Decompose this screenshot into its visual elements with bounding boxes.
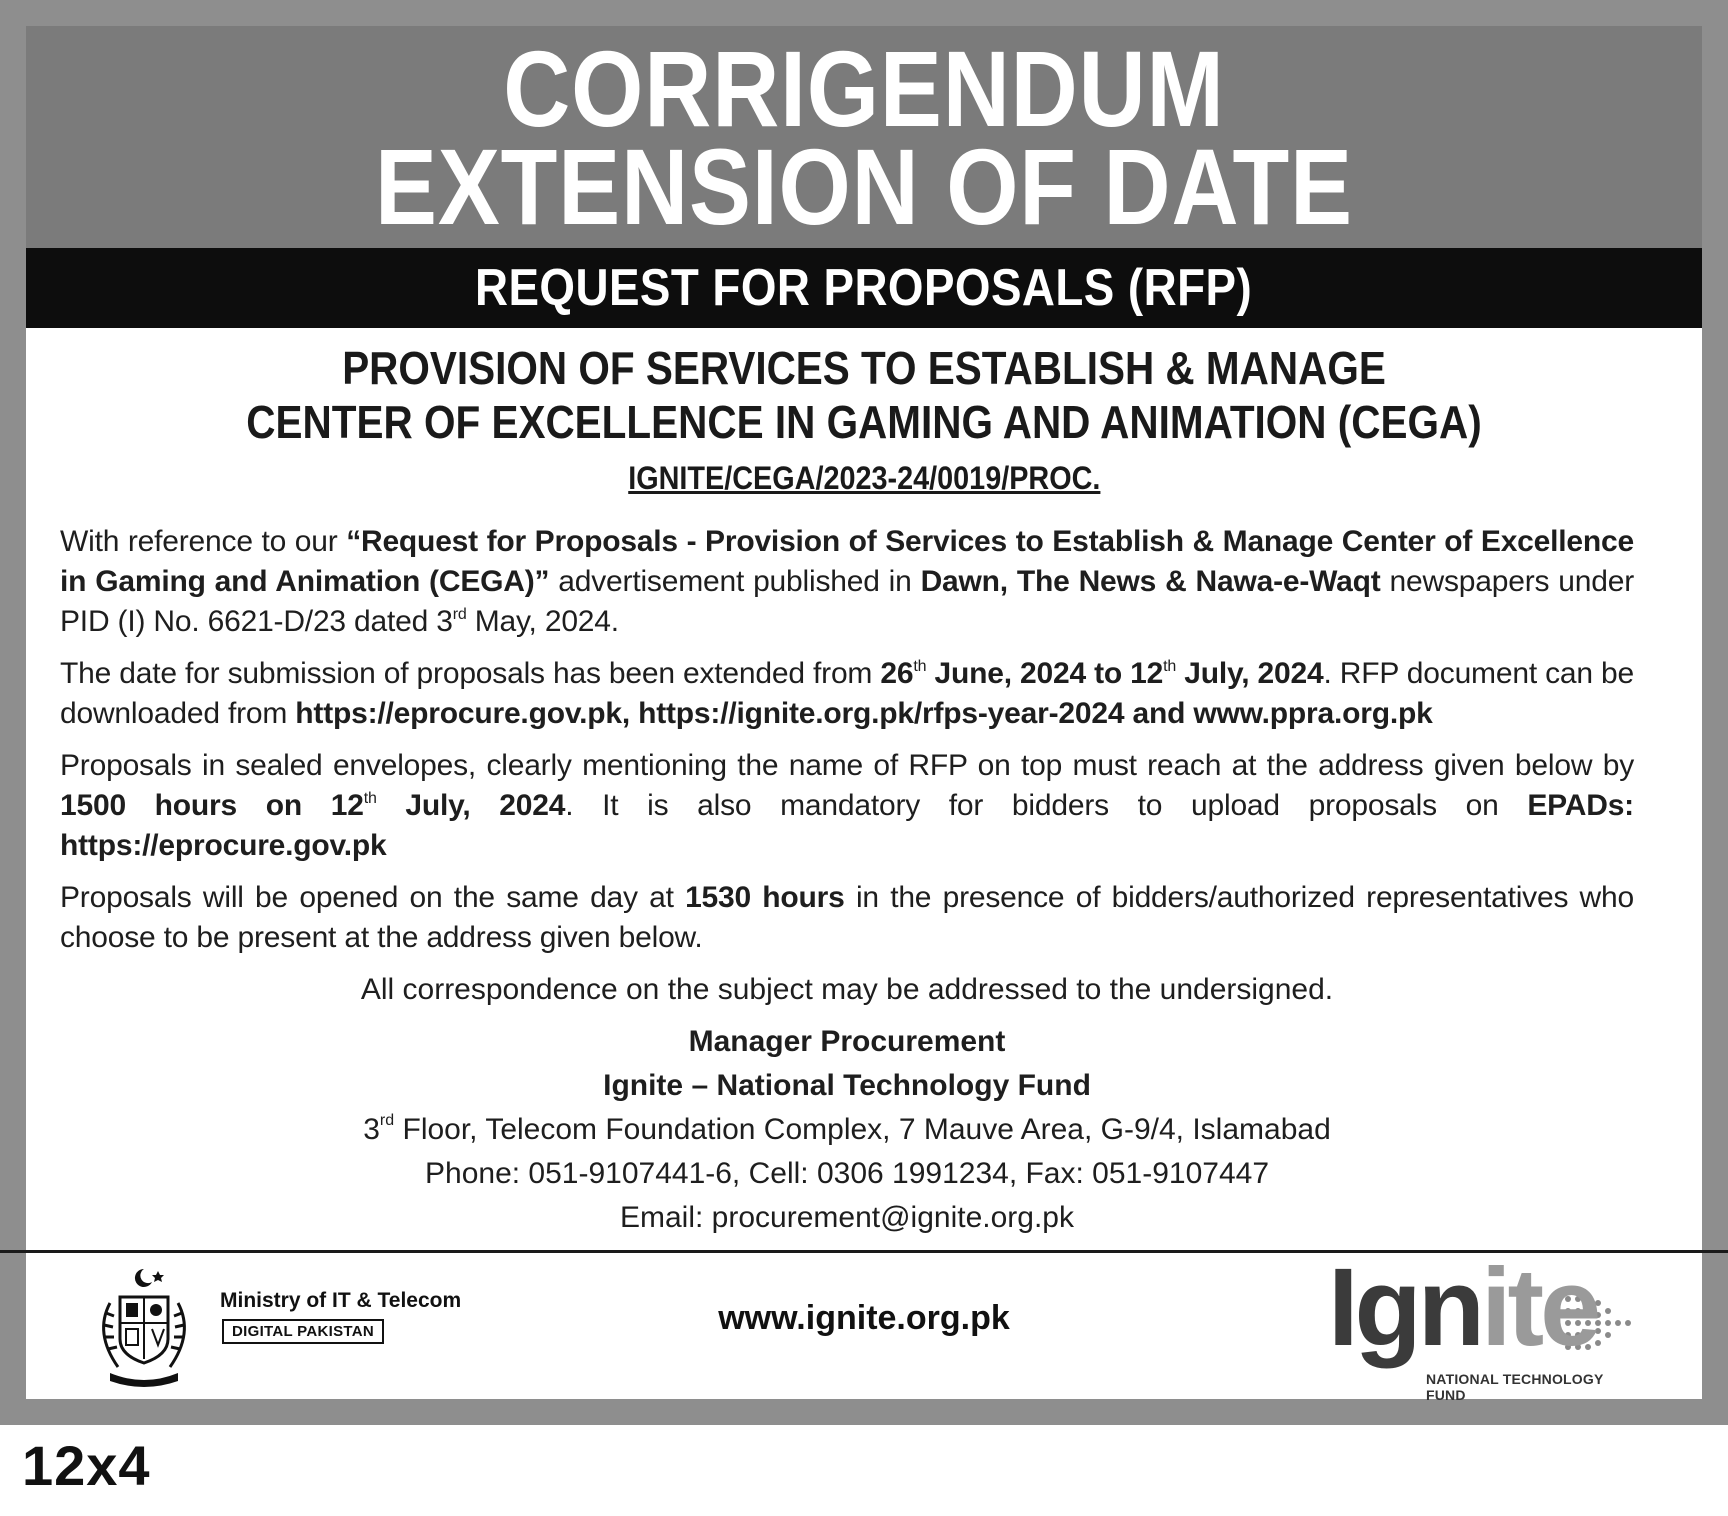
epads-link[interactable]: EPADs: https://eprocure.gov.pk: [60, 789, 1634, 862]
download-links[interactable]: https://eprocure.gov.pk, https://ignite.org.pk/rfps-year-2024 and www.ppra.org.pk: [295, 697, 1433, 730]
subject-block: [26, 341, 1702, 501]
deadline-time: 1500 hours on 12: [60, 789, 364, 822]
superscript: th: [913, 658, 927, 675]
old-date-day: 26: [880, 657, 914, 690]
headline-block: [26, 26, 1702, 248]
text: . RFP document can be downloaded from: [60, 657, 1635, 730]
subject-line-2: CENTER OF EXCELLENCE IN GAMING AND ANIMATION (CEGA): [246, 396, 1482, 448]
headline-corrigendum: CORRIGENDUM: [503, 28, 1225, 149]
rfp-band: [26, 248, 1702, 328]
ministry-name: Ministry of IT & Telecom: [220, 1289, 462, 1312]
text: Floor, Telecom Foundation Complex, 7 Mauve Area, G-9/4, Islamabad: [394, 1113, 1331, 1146]
contact-email[interactable]: Email: procurement@ignite.org.pk: [620, 1201, 1074, 1234]
text: The date for submission of proposals has been extended from: [60, 657, 881, 690]
text: Proposals in sealed envelopes, clearly mentioning the name of RFP on top must reach at the address given below by: [60, 749, 1634, 782]
notice-body: [60, 522, 1634, 1240]
contact-address: [60, 1108, 1634, 1152]
footer: [26, 1246, 1702, 1403]
ad-size-label: 12x4: [22, 1434, 151, 1497]
text: With reference to our: [60, 525, 347, 558]
paragraph-submission: [60, 746, 1634, 866]
digital-pakistan-badge: DIGITAL PAKISTAN: [222, 1319, 384, 1344]
text: in the presence of bidders/authorized representatives who choose to be present at the address given below.: [60, 881, 1634, 954]
newspapers: Dawn, The News & Nawa-e-Waqt: [920, 565, 1381, 598]
paragraph-reference: [60, 522, 1634, 642]
text: advertisement published in: [549, 565, 921, 598]
ignite-wordmark: [1328, 1246, 1598, 1369]
superscript: th: [1163, 658, 1177, 675]
text: . It is also mandatory for bidders to upload proposals on: [565, 789, 1528, 822]
deadline-date: July, 2024: [376, 789, 566, 822]
headline-extension: EXTENSION OF DATE: [375, 126, 1353, 247]
rfp-band-text: REQUEST FOR PROPOSALS (RFP): [475, 259, 1253, 317]
new-date: July, 2024: [1176, 657, 1324, 690]
paragraph-opening: [60, 878, 1634, 958]
paragraph-extension: [60, 654, 1634, 734]
contact-phone: Phone: 051-9107441-6, Cell: 0306 1991234, Fax: 051-9107447: [425, 1157, 1269, 1190]
ignite-logo: [1326, 1246, 1646, 1403]
reference-number: IGNITE/CEGA/2023-24/0019/PROC.: [627, 460, 1101, 496]
correspondence-note: All correspondence on the subject may be addressed to the undersigned.: [360, 973, 1334, 1006]
superscript: th: [363, 790, 377, 807]
ignite-tagline: NATIONAL TECHNOLOGY FUND: [1426, 1371, 1604, 1403]
opening-time: 1530 hours: [685, 881, 845, 914]
wordmark-ign: Ign: [1328, 1246, 1481, 1369]
wordmark-ite: ite: [1480, 1246, 1598, 1369]
text: May, 2024.: [466, 605, 619, 638]
superscript: rd: [452, 606, 467, 623]
contact-block: [60, 1020, 1634, 1240]
contact-org: Ignite – National Technology Fund: [603, 1069, 1091, 1102]
text: 3: [363, 1113, 380, 1146]
contact-title: Manager Procurement: [688, 1025, 1006, 1058]
subject-line-1: PROVISION OF SERVICES TO ESTABLISH & MANAGE: [342, 342, 1386, 394]
superscript: rd: [379, 1112, 395, 1129]
rfp-title: “Request for Proposals - Provision of Services to Establish & Manage Center of Excellence in Gaming and Animation (CEGA)”: [60, 525, 1634, 598]
text: Proposals will be opened on the same day at: [60, 881, 686, 914]
website-link[interactable]: www.ignite.org.pk: [718, 1299, 1010, 1337]
text: newspapers under PID (I) No. 6621-D/23 dated 3: [60, 565, 1634, 638]
date-range: June, 2024 to 12: [926, 657, 1164, 690]
